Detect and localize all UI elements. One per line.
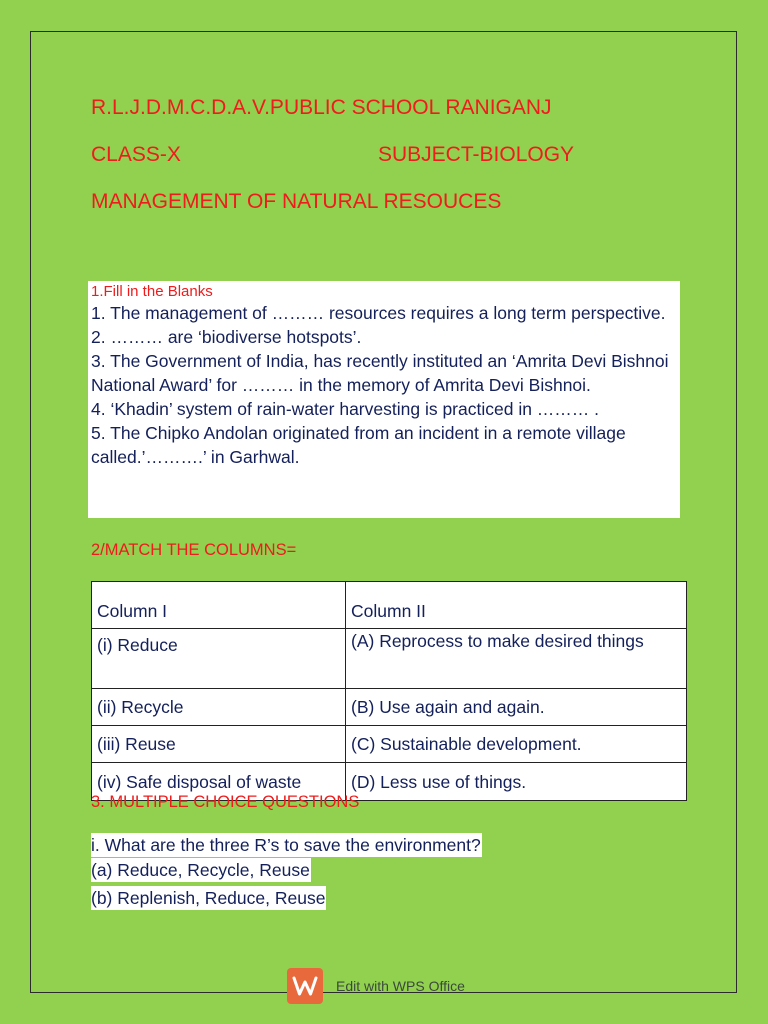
fill-question-2: 2. ……… are ‘biodiverse hotspots’.	[91, 327, 362, 347]
fill-question-1: 1. The management of ……… resources requires a long term perspective.	[91, 303, 666, 323]
table-header-cell: Column II	[346, 582, 687, 629]
match-columns-title: 2/MATCH THE COLUMNS=	[91, 541, 297, 559]
mcq-option-a: (a) Reduce, Recycle, Reuse	[91, 860, 310, 880]
school-name: R.L.J.D.M.C.D.A.V.PUBLIC SCHOOL RANIGANJ	[91, 96, 552, 119]
wps-office-logo-icon	[287, 968, 323, 1004]
table-row	[92, 582, 687, 629]
table-cell: (C) Sustainable development.	[346, 726, 687, 763]
mcq-option-b: (b) Replenish, Reduce, Reuse	[91, 888, 326, 908]
fill-in-blanks-title: 1.Fill in the Blanks	[91, 283, 213, 300]
edit-with-wps-label: Edit with WPS Office	[336, 978, 465, 994]
table-cell: (A) Reprocess to make desired things	[346, 629, 687, 689]
subject-label: SUBJECT-BIOLOGY	[378, 143, 575, 166]
fill-question-3: 3. The Government of India, has recently instituted an ‘Amrita Devi Bishnoi National Award’ for ……… in the memory of Amrita Devi Bishnoi.	[91, 351, 669, 395]
table-header-cell: Column I	[92, 582, 346, 629]
table-row	[92, 726, 687, 763]
fill-in-blanks-section	[88, 281, 680, 518]
match-columns-table	[91, 581, 687, 801]
table-cell: (B) Use again and again.	[346, 689, 687, 726]
chapter-title: MANAGEMENT OF NATURAL RESOUCES	[91, 190, 502, 213]
mcq-question: i. What are the three R’s to save the environment?	[91, 835, 481, 855]
mcq-title: 3. MULTIPLE CHOICE QUESTIONS	[91, 793, 360, 811]
table-cell: (i) Reduce	[92, 629, 346, 689]
table-cell: (iii) Reuse	[92, 726, 346, 763]
table-row	[92, 689, 687, 726]
table-cell: (ii) Recycle	[92, 689, 346, 726]
class-label: CLASS-X	[91, 143, 181, 166]
table-cell: (iv) Safe disposal of waste	[92, 763, 346, 801]
edit-with-wps-button[interactable]	[287, 966, 465, 1006]
table-cell: (D) Less use of things.	[346, 763, 687, 801]
table-row	[92, 629, 687, 689]
fill-question-5: 5. The Chipko Andolan originated from an incident in a remote village called.’……….’ in Garhwal.	[91, 423, 626, 467]
fill-question-4: 4. ‘Khadin’ system of rain-water harvesting is practiced in ……… .	[91, 399, 600, 419]
